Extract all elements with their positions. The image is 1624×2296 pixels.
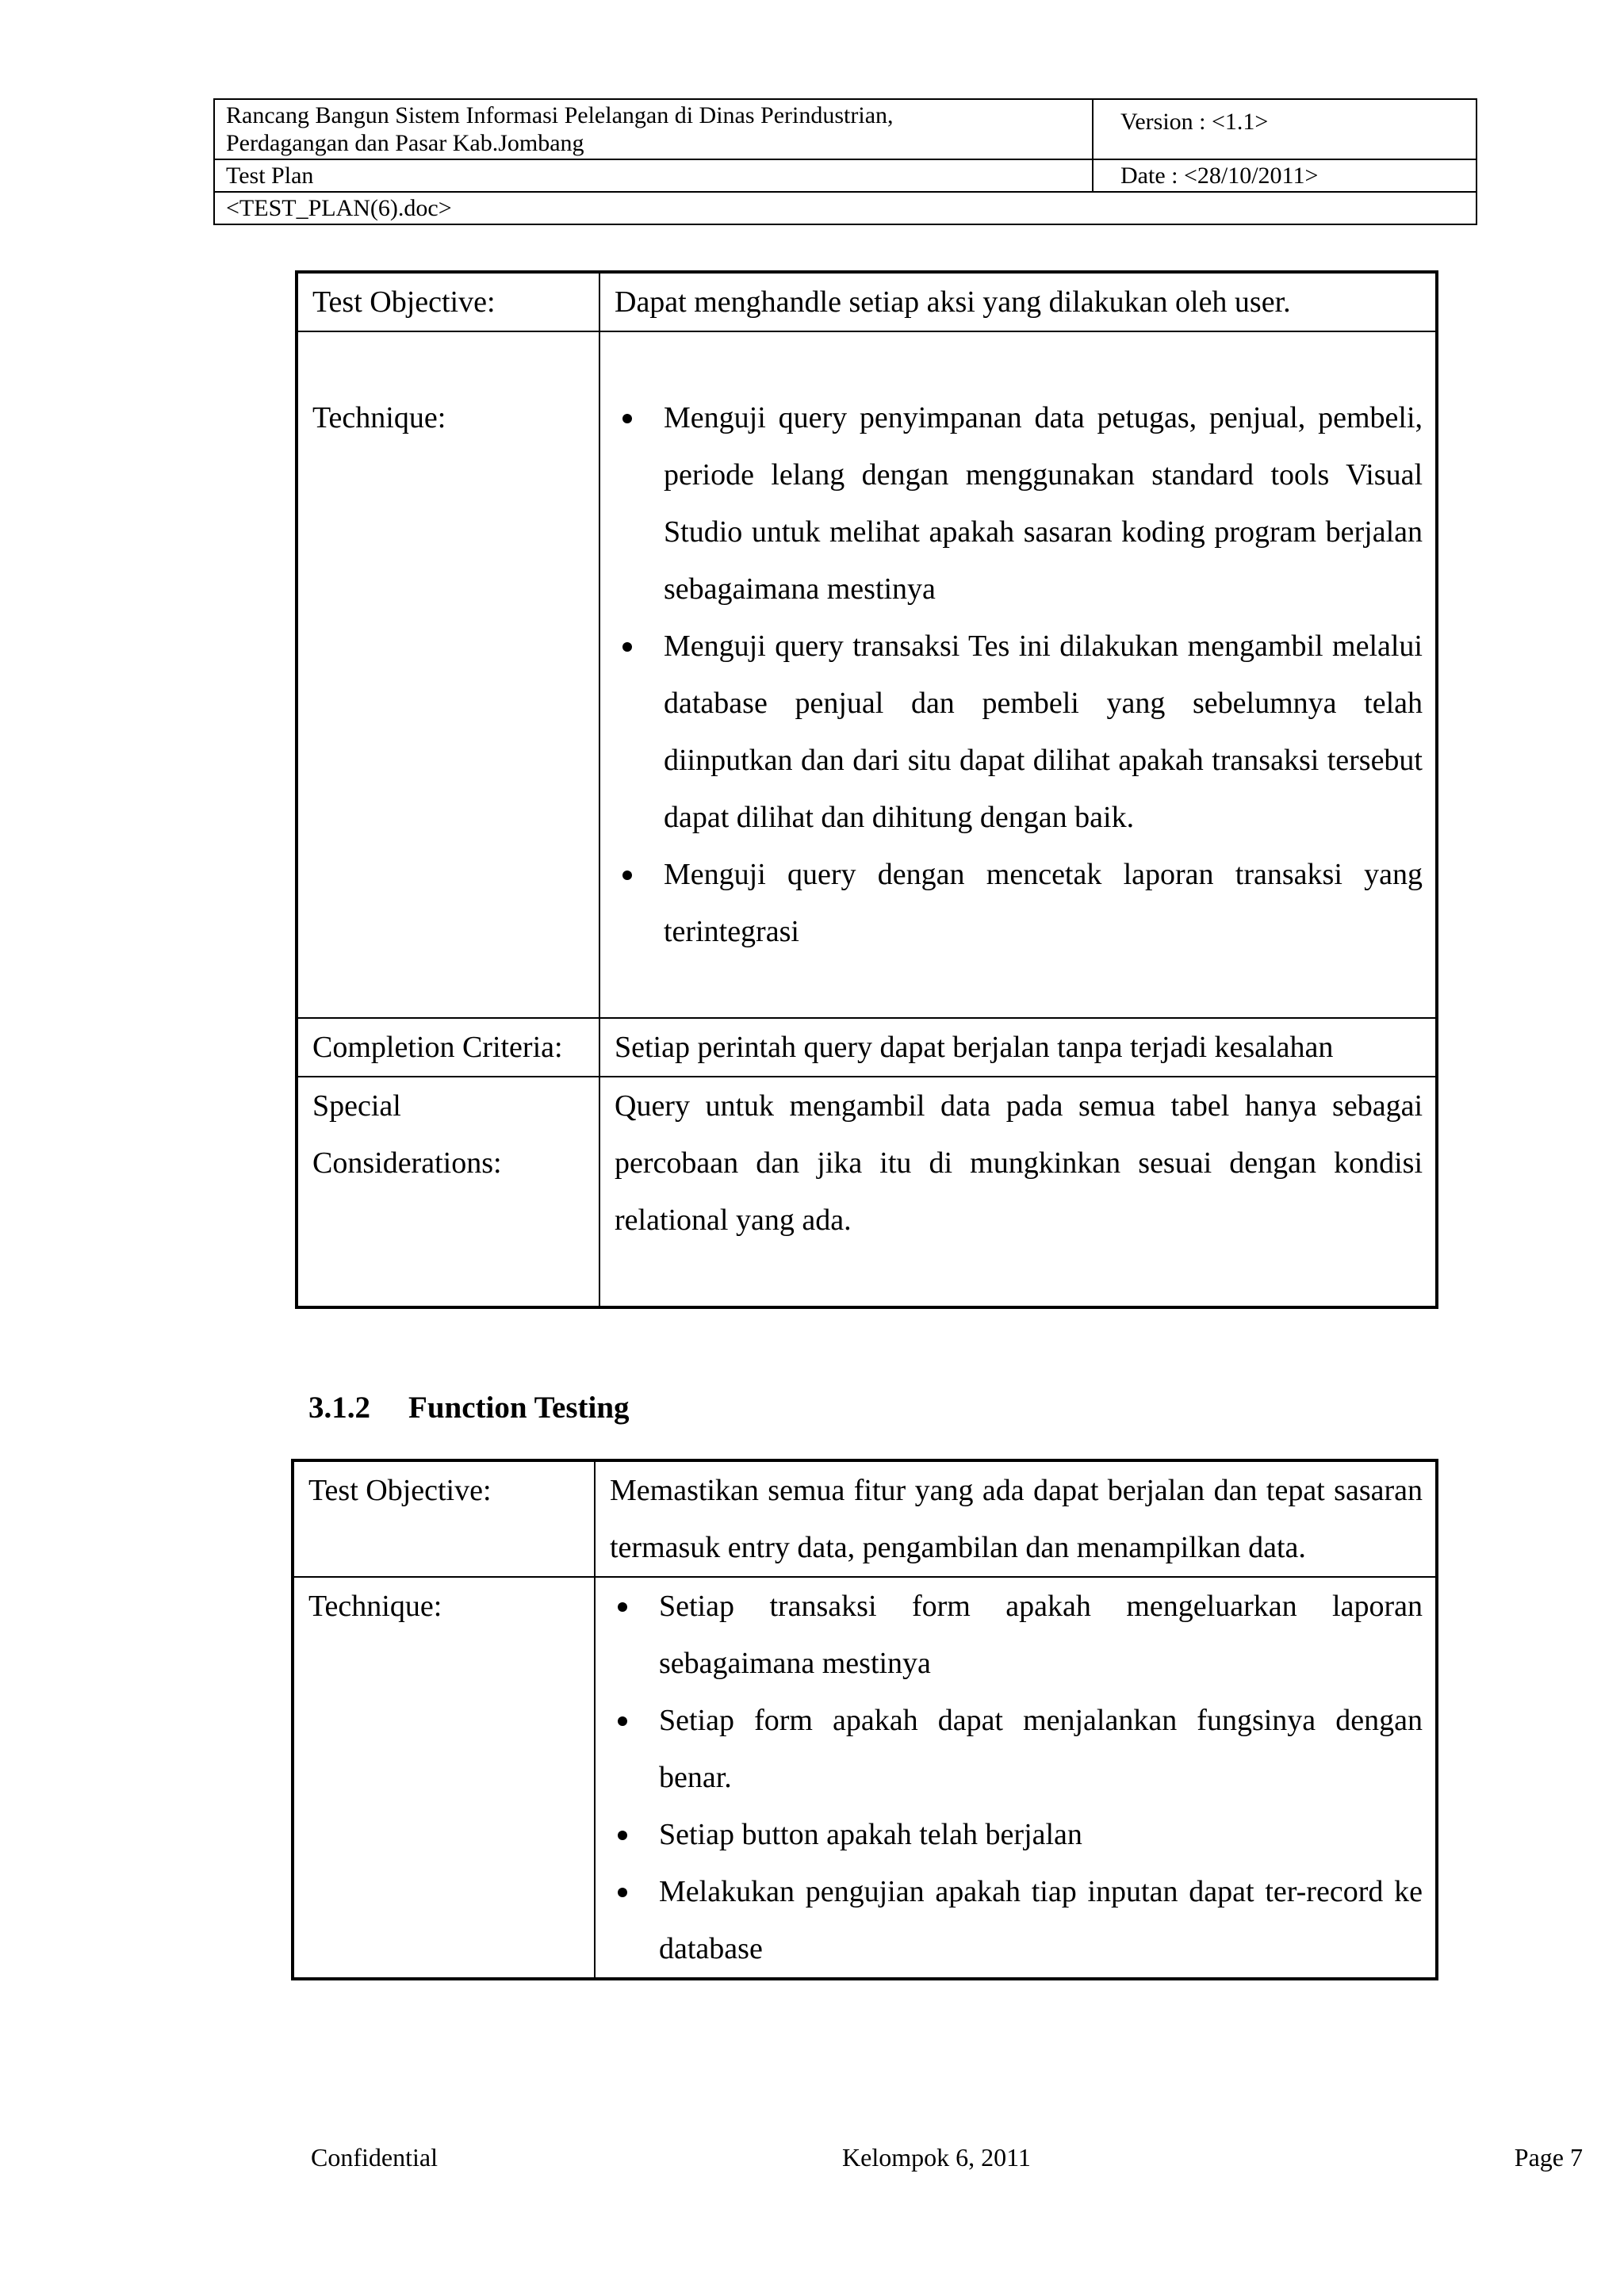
- special-considerations-value: Query untuk mengambil data pada semua tabel hanya sebagai percobaan dan jika itu di mungkinkan sesuai dengan kondisi relational yang ada.: [615, 1089, 1423, 1237]
- technique-cell: [599, 331, 1437, 1018]
- section-heading: [308, 1390, 630, 1425]
- header-filename: <TEST_PLAN(6).doc>: [214, 192, 1477, 224]
- footer-confidential: Confidential: [311, 2143, 438, 2172]
- technique-list: [615, 389, 1423, 960]
- list-item: Menguji query penyimpanan data petugas, penjual, pembeli, periode lelang dengan menggunakan standard tools Visual Studio untuk melihat apakah sasaran koding program berjalan sebagaimana mestinya: [615, 389, 1423, 618]
- list-item: Setiap transaksi form apakah mengeluarkan laporan sebagaimana mestinya: [610, 1578, 1423, 1692]
- list-item: Menguji query transaksi Tes ini dilakukan mengambil melalui database penjual dan pembeli yang sebelumnya telah diinputkan dan dari situ dapat dilihat apakah transaksi tersebut dapat dilihat dan dihitung dengan baik.: [615, 618, 1423, 846]
- section-title: Function Testing: [408, 1391, 630, 1425]
- special-considerations-cell: [599, 1077, 1437, 1307]
- header-project-title: [214, 99, 1093, 159]
- technique-label: Technique:: [293, 1577, 595, 1979]
- header-date: Date : <28/10/2011>: [1093, 159, 1477, 192]
- technique-label-cell: [297, 331, 599, 1018]
- query-testing-table: [295, 270, 1438, 1309]
- technique-list: [610, 1578, 1423, 1977]
- header-title-line2: Perdagangan dan Pasar Kab.Jombang: [226, 130, 584, 156]
- list-item: Setiap form apakah dapat menjalankan fungsinya dengan benar.: [610, 1692, 1423, 1806]
- completion-label: Completion Criteria:: [297, 1018, 599, 1077]
- list-item: Menguji query dengan mencetak laporan transaksi yang terintegrasi: [615, 846, 1423, 960]
- objective-value: Memastikan semua fitur yang ada dapat berjalan dan tepat sasaran termasuk entry data, pengambilan dan menampilkan data.: [595, 1460, 1437, 1577]
- special-label-line1: Special: [312, 1089, 401, 1123]
- special-considerations-label: [297, 1077, 599, 1307]
- header-doc-type: Test Plan: [214, 159, 1093, 192]
- list-item: Melakukan pengujian apakah tiap inputan dapat ter-record ke database: [610, 1863, 1423, 1977]
- technique-cell: [595, 1577, 1437, 1979]
- objective-label: Test Objective:: [293, 1460, 595, 1577]
- header-version: Version : <1.1>: [1093, 99, 1477, 159]
- footer-group: Kelompok 6, 2011: [842, 2143, 1031, 2172]
- objective-label: Test Objective:: [297, 272, 599, 331]
- objective-value: Dapat menghandle setiap aksi yang dilakukan oleh user.: [599, 272, 1437, 331]
- footer-page-number: Page 7: [1514, 2143, 1583, 2172]
- completion-value: Setiap perintah query dapat berjalan tanpa terjadi kesalahan: [599, 1018, 1437, 1077]
- technique-label: Technique:: [312, 401, 446, 434]
- list-item: Setiap button apakah telah berjalan: [610, 1806, 1423, 1863]
- header-title-line1: Rancang Bangun Sistem Informasi Pelelangan di Dinas Perindustrian,: [226, 102, 894, 128]
- document-header: [213, 98, 1477, 225]
- special-label-line2: Considerations:: [312, 1146, 502, 1180]
- function-testing-table: [291, 1459, 1438, 1980]
- section-number: 3.1.2: [308, 1391, 370, 1425]
